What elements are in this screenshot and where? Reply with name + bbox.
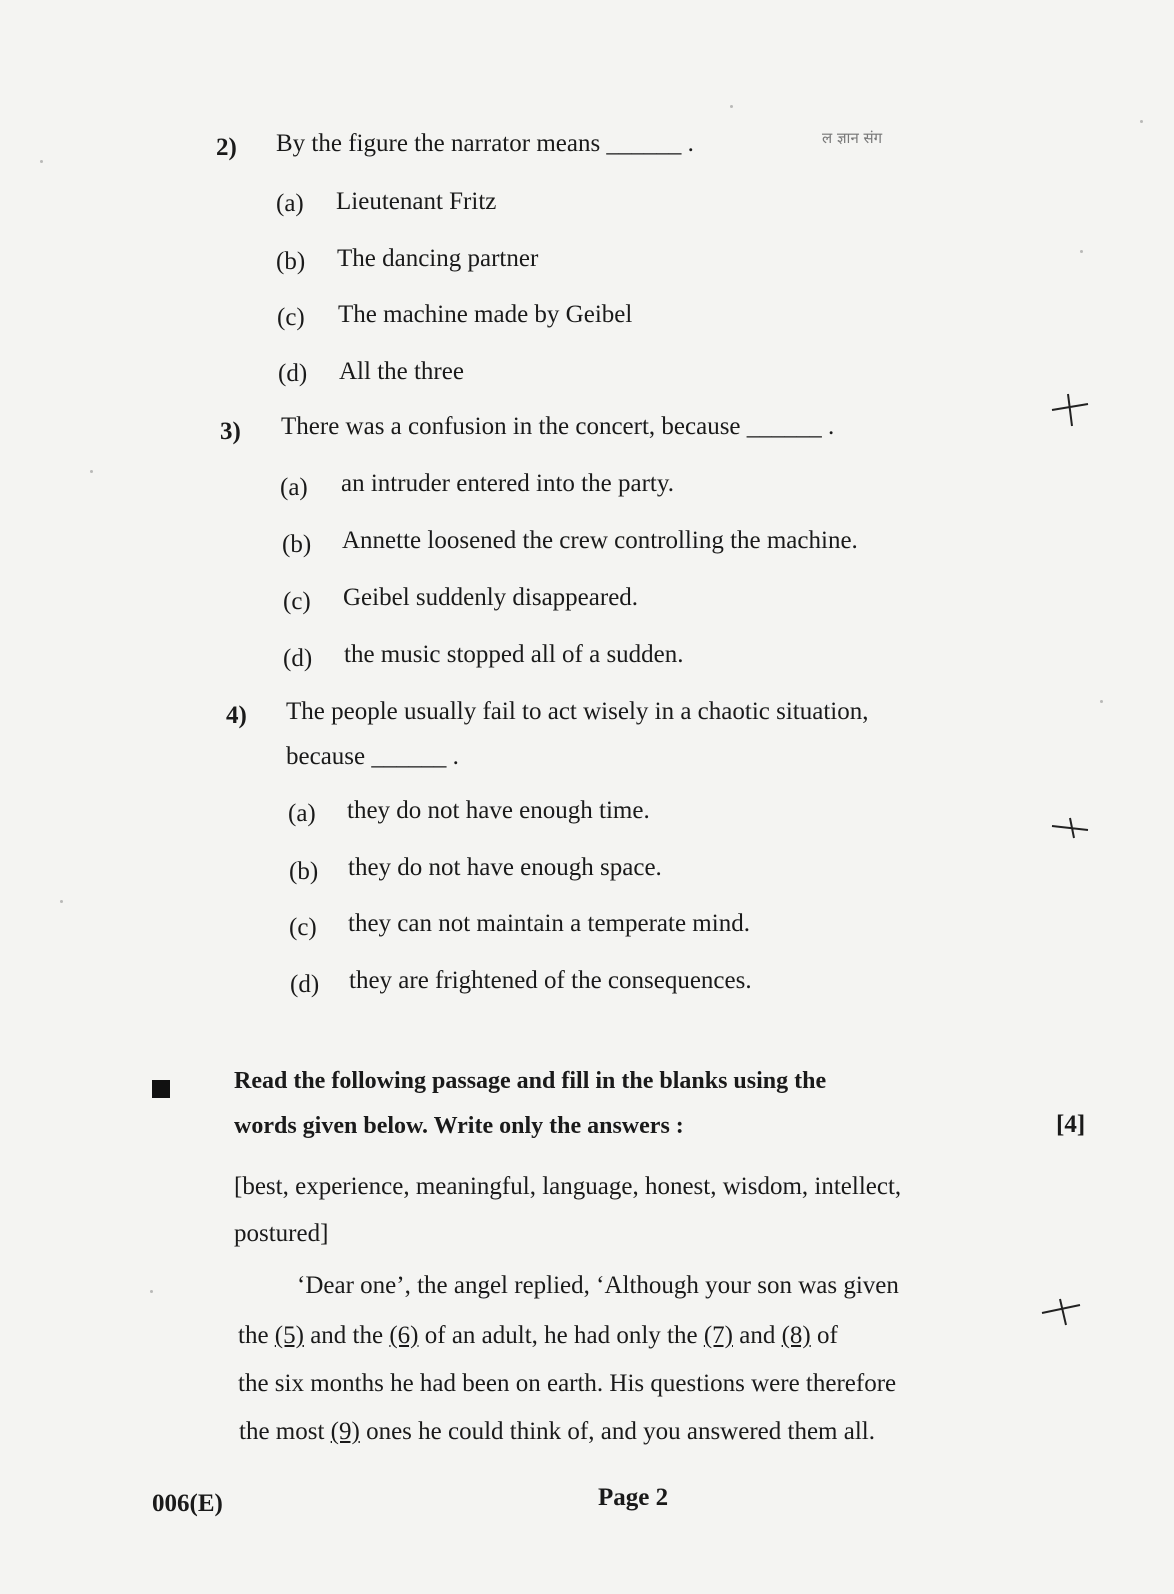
blank-8: (8)	[781, 1322, 811, 1349]
question-stem-line2: because ______ .	[286, 743, 459, 770]
question-stem: There was a confusion in the concert, because ______ .	[281, 413, 835, 440]
margin-tick-mark	[1050, 812, 1090, 842]
option-text: they are frightened of the consequences.	[349, 967, 752, 994]
word-list-line1: [best, experience, meaningful, language, honest, wisdom, intellect,	[234, 1173, 902, 1200]
blank-6: (6)	[389, 1322, 419, 1349]
question-number: 3)	[220, 418, 241, 445]
option-letter: (a)	[276, 190, 304, 217]
word-list-line2: postured]	[234, 1220, 329, 1247]
passage-line4: the most (9) ones he could think of, and you answered them all.	[239, 1418, 875, 1445]
option-letter: (d)	[278, 360, 308, 387]
option-letter: (d)	[290, 971, 320, 998]
scan-speck	[1140, 120, 1143, 123]
scan-speck	[150, 1290, 153, 1293]
passage-line1: ‘Dear one’, the angel replied, ‘Although your son was given	[297, 1272, 899, 1299]
scan-speck	[90, 470, 93, 473]
question-stem-line1: The people usually fail to act wisely in a chaotic situation,	[286, 698, 869, 725]
option-text: they do not have enough space.	[348, 854, 662, 881]
option-text: All the three	[339, 358, 464, 385]
option-text: Lieutenant Fritz	[336, 188, 497, 215]
margin-tick-mark	[1040, 1295, 1084, 1329]
option-letter: (b)	[289, 858, 319, 885]
scan-speck	[60, 900, 63, 903]
option-text: an intruder entered into the party.	[341, 470, 674, 497]
header-scribble: ल ज्ञान संग	[822, 129, 883, 147]
blank-7: (7)	[703, 1322, 733, 1349]
question-stem: By the figure the narrator means ______ .	[276, 130, 694, 157]
option-text: The machine made by Geibel	[338, 301, 633, 328]
scan-speck	[1100, 700, 1103, 703]
blank-5: (5)	[274, 1322, 304, 1349]
option-text: they can not maintain a temperate mind.	[348, 910, 750, 937]
page-number: Page 2	[598, 1484, 669, 1511]
passage-line2: the (5) and the (6) of an adult, he had only the (7) and (8) of	[238, 1322, 838, 1349]
passage-line3: the six months he had been on earth. His questions were therefore	[238, 1370, 897, 1397]
option-letter: (a)	[280, 474, 308, 501]
option-letter: (c)	[289, 914, 317, 941]
scan-speck	[40, 160, 43, 163]
option-letter: (c)	[283, 588, 311, 615]
option-text: Geibel suddenly disappeared.	[343, 584, 639, 611]
option-letter: (d)	[283, 645, 313, 672]
section-bullet	[152, 1080, 170, 1098]
option-text: the music stopped all of a sudden.	[344, 641, 684, 668]
section-instruction-line1: Read the following passage and fill in the blanks using the	[234, 1068, 827, 1094]
blank-9: (9)	[330, 1418, 360, 1445]
option-letter: (a)	[288, 800, 316, 827]
option-letter: (b)	[276, 248, 306, 275]
scan-speck	[1080, 250, 1083, 253]
option-letter: (c)	[277, 304, 305, 331]
section-instruction-line2: words given below. Write only the answers :	[234, 1113, 684, 1139]
option-text: Annette loosened the crew controlling the machine.	[342, 527, 858, 554]
paper-code: 006(E)	[152, 1490, 223, 1517]
question-number: 2)	[216, 134, 237, 161]
question-number: 4)	[226, 702, 247, 729]
section-marks: [4]	[1056, 1111, 1086, 1138]
option-text: The dancing partner	[337, 245, 539, 272]
option-text: they do not have enough time.	[347, 797, 650, 824]
scan-speck	[730, 105, 733, 108]
margin-tick-mark	[1050, 390, 1090, 430]
option-letter: (b)	[282, 531, 312, 558]
